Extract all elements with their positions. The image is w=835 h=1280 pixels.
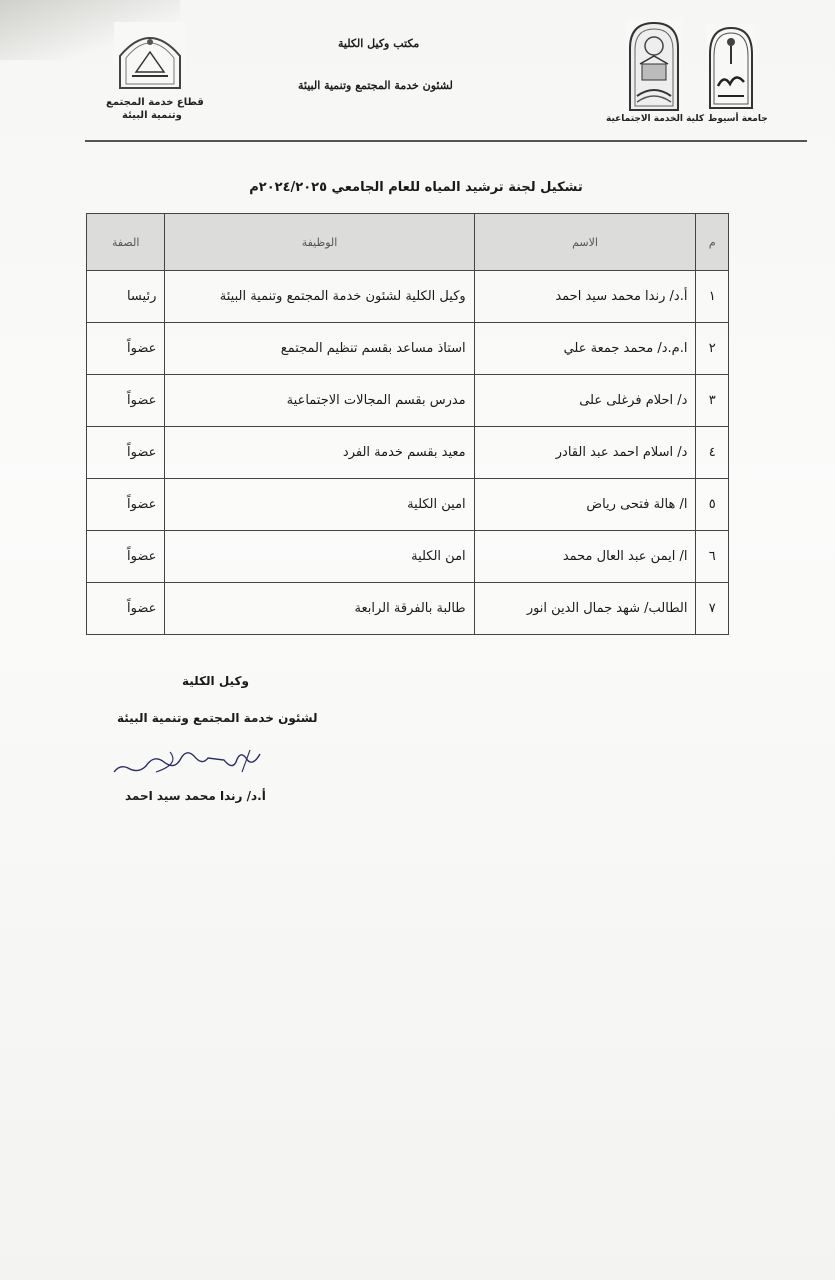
member-name: أ.د/ رندا محمد سيد احمد xyxy=(474,271,696,323)
member-job: استاذ مساعد بقسم تنظيم المجتمع xyxy=(165,323,474,375)
header-name: الاسم xyxy=(474,214,696,271)
signatory-title: وكيل الكلية xyxy=(182,674,249,688)
member-job: امن الكلية xyxy=(165,531,474,583)
member-name: ا.م.د/ محمد جمعة علي xyxy=(474,323,696,375)
committee-table xyxy=(86,213,729,635)
faculty-logo-caption: كلية الخدمة الاجتماعية xyxy=(606,114,705,124)
member-role: عضواً xyxy=(87,531,165,583)
row-index: ٦ xyxy=(696,531,729,583)
member-job: امين الكلية xyxy=(165,479,474,531)
member-job: مدرس بقسم المجالات الاجتماعية xyxy=(165,375,474,427)
university-logo-caption: جامعة أسيوط xyxy=(708,114,768,124)
header-index: م xyxy=(696,214,729,271)
sector-logo-caption-line1: قطاع خدمة المجتمع xyxy=(106,97,204,108)
header-divider xyxy=(85,140,807,142)
table-header-row xyxy=(87,214,729,271)
office-title: مكتب وكيل الكلية xyxy=(338,37,420,50)
table-row xyxy=(87,531,729,583)
member-name: الطالب/ شهد جمال الدين انور xyxy=(474,583,696,635)
office-subtitle: لشئون خدمة المجتمع وتنمية البيئة xyxy=(298,79,453,92)
member-job: وكيل الكلية لشئون خدمة المجتمع وتنمية البيئة xyxy=(165,271,474,323)
row-index: ٧ xyxy=(696,583,729,635)
member-role: عضواً xyxy=(87,427,165,479)
member-name: ا/ ايمن عبد العال محمد xyxy=(474,531,696,583)
member-name: ا/ هالة فتحى رياض xyxy=(474,479,696,531)
header-role: الصفة xyxy=(87,214,165,271)
member-role: رئيسا xyxy=(87,271,165,323)
handwritten-signature xyxy=(110,744,270,778)
signatory-title-line2: لشئون خدمة المجتمع وتنمية البيئة xyxy=(117,711,318,725)
signatory-name: أ.د/ رندا محمد سيد احمد xyxy=(125,789,266,803)
university-logo xyxy=(706,24,756,110)
member-job: طالبة بالفرقة الرابعة xyxy=(165,583,474,635)
document-title: تشكيل لجنة ترشيد المياه للعام الجامعي ٢٠٢٤/٢٠٢٥م xyxy=(249,180,583,195)
row-index: ٣ xyxy=(696,375,729,427)
table-row xyxy=(87,427,729,479)
table-row xyxy=(87,375,729,427)
table-row xyxy=(87,479,729,531)
sector-logo-caption-line2: وتنمية البيئة xyxy=(122,110,182,121)
member-role: عضواً xyxy=(87,375,165,427)
member-name: د/ احلام فرغلى على xyxy=(474,375,696,427)
member-role: عضواً xyxy=(87,583,165,635)
table-row xyxy=(87,583,729,635)
member-role: عضواً xyxy=(87,323,165,375)
table-row xyxy=(87,271,729,323)
row-index: ٢ xyxy=(696,323,729,375)
member-job: معيد بقسم خدمة الفرد xyxy=(165,427,474,479)
sector-logo xyxy=(114,22,186,92)
faculty-logo xyxy=(626,20,682,112)
row-index: ٥ xyxy=(696,479,729,531)
row-index: ١ xyxy=(696,271,729,323)
member-name: د/ اسلام احمد عبد القادر xyxy=(474,427,696,479)
header-job: الوظيفة xyxy=(165,214,474,271)
row-index: ٤ xyxy=(696,427,729,479)
table-row xyxy=(87,323,729,375)
member-role: عضواً xyxy=(87,479,165,531)
